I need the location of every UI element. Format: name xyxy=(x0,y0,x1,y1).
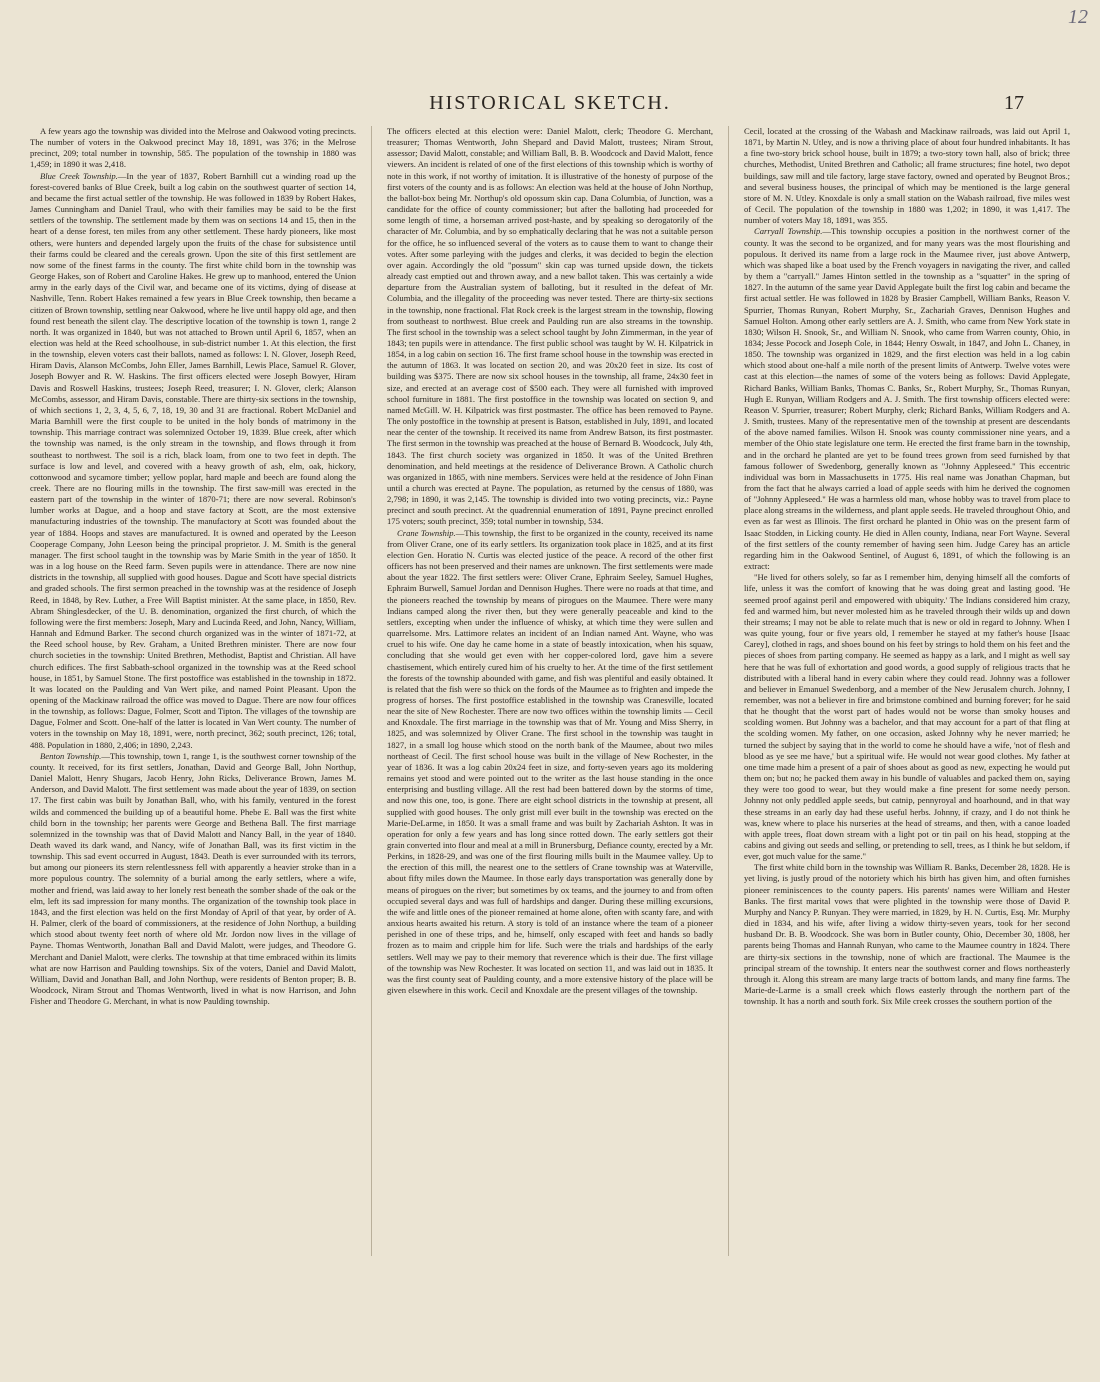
paragraph xyxy=(30,751,356,1008)
column-2 xyxy=(387,126,713,1256)
column-divider xyxy=(728,126,729,1256)
column-3 xyxy=(744,126,1070,1256)
paragraph-text: "He lived for others solely, so far as I remember him, denying himself all the comforts of life, unless it was the comfort of knowing that he was doing great and lasting good. 'He seemed proof against peril and empowered with ubiquity.' The Indians considered him crazy, fed and warmed him, but never molested him as he traveled through their wilds up and down their streams; I may not be able to relate much that is new or old in regard to Johnny. When I was quite young, four or five years old, I remember he stayed at my father's house [Isaac Carey], clothed in rags, and shoes bound on his feet by strings to hold them on his feet and the pieces of shoes from parting company. He seemed as happy as a lark, and I might as well say here that he was full of exhortation and good words, a good supply of religious tracts that he distributed with a liberal hand in every cabin where they could read. Johnny was a follower and believer in Emanuel Swedenborg, and a member of the New Jerusalem church. Johnny, I remember, was not a believer in fire and brimstone combined and burning forever; for he said that he thought that the worst part of hades would not be worse than smoky houses and scolding women. But Johnny was a bachelor, and that may account for a part of that fling at the scolding women. My father, on one occasion, asked Johnny why he never married; he turned the subject by saying that in the world to come he should have a wife, 'not of flesh and blood as ye see me have,' but a spiritual wife. He would not wear good clothes. My father at one time made him a present of a pair of shoes about as good as new, expecting he would put them on; but no; he packed them away in his bundle of valuables and packed them on, saying they were too good to wear, but they would make a fine present for some needy person. Johnny not only peddled apple seeds, but catnip, pennyroyal and hoarhound, and in that way these streams in an early day had these useful herbs. Johnny, if crazy, and I do not think he was, knew where to place his nurseries at the head of streams, and then, with a canoe loaded with apple trees, float down stream with a light pot or tin pail on his head, stopping at the cabins and giving out seeds and selling, or pretending to sell, trees, as I think he but seldom, if ever, got much value for the same." xyxy=(744,572,1070,862)
paragraph xyxy=(387,126,713,528)
section-heading: Carryall Township. xyxy=(754,226,823,237)
paragraph-text: —This township, town 1, range 1, is the southwest corner township of the county. It received, for its first settlers, Jonathan, David and George Ball, John Northup, Daniel Malott, Henry Shugars, Jacob Henry, John Ricks, Deliverance Brown, James M. Anderson, and David Malott. The first settlement was made about the year of 1839, on section 17. The first cabin was built by Jonathan Ball, who, with his family, ventured in the forest wilds and commenced the building up of a beautiful home. Phebe E. Ball was the first white child born in the township; her parents were George and Bethena Ball. The first marriage solemnized in the township was that of David Malott and Nancy Ball, in the year of 1840. Death waved its dark wand, and Nancy, wife of Jonathan Ball, was its first victim in the township. This sad event occurred in August, 1843. Death is ever surrounded with its terrors, but among our pioneers its stern relentlessness fell with apparently a heavier stroke than in a more populous country. The solemnity of a burial among the early settlers, where a wife, mother and friend, was laid away to her lonely rest beneath the somber shade of the oak or the elm, left its sad impression for many months. The organization of the township took place in 1843, and the first election was held on the first Monday of April of that year, by order of A. H. Palmer, clerk of the board of commissioners, at the residence of John Northup, a building which stood about twenty feet north of where old Mr. Jordon now lives in the village of Payne. Thomas Wentworth, Jonathan Ball and David Malott, were judges, and Theodore G. Merchant and Daniel Malott, were clerks. The township at that time embraced within its limits what are now Harrison and Paulding townships. Six of the voters, Daniel and David Malott, William, David and Jonathan Ball, and John Northup, were residents of Benton proper; B. B. Woodcock, Niram Strout and Thomas Wentworth, lived in what is now Harrison, and John Fisher and Theodore G. Merchant, in what is now Paulding township. xyxy=(30,750,356,1007)
paragraph xyxy=(30,171,356,751)
paragraph xyxy=(744,126,1070,226)
column-1 xyxy=(30,126,356,1256)
paragraph xyxy=(744,226,1070,572)
paragraph-text: A few years ago the township was divided into the Melrose and Oakwood voting precincts. The number of voters in the Oakwood precinct May 18, 1891, was 376; in the Melrose precinct, 209; total number in township, 585. The population of the township in 1880 was 1,459; in 1890 it was 2,418. xyxy=(30,126,356,170)
paragraph xyxy=(387,528,713,997)
text-columns xyxy=(30,126,1070,1256)
section-heading: Benton Township. xyxy=(40,750,102,761)
page-header xyxy=(0,92,1100,124)
paragraph xyxy=(744,572,1070,862)
paragraph-text: The first white child born in the township was William R. Banks, December 28, 1828. He is yet living, is justly proud of the notoriety which his birth has given him, and often furnishes pioneer reminiscences to the county papers. His parents' names were William and Hester Banks. The first marital vows that were plighted in the township were those of David P. Murphy and Nancy P. Runyan. They were married, in 1829, by H. N. Curtis, Esq. Mr. Murphy died in 1834, and his wife, after living a widow thirty-seven years, took for her second husband Dr. B. B. Woodcock. She was born in Butler county, Ohio, December 30, 1808, her parents being Thomas and Hannah Runyan, who came to the Maumee country in 1824. There are thirty-six sections in the township, none of which are fractional. The Maumee is the principal stream of the township. It enters near the southwest corner and flows northeasterly through it. Along this stream are many large tracts of bottom lands, and many fine farms. The Marie-de-Larme is a small creek which flows easterly through the northern part of the township. It has a north and south fork. Six Mile creek crosses the southern portion of the xyxy=(744,862,1070,1007)
paragraph-text: The officers elected at this election were: Daniel Malott, clerk; Theodore G. Merchant, treasurer; Thomas Wentworth, John Shepard and David Malott, trustees; Niram Strout, assessor; David Malott, constable; and William Ball, B. B. Woodcock and David Malott, fence viewers. An incident is related of one of the first elections of this township which is worthy of note in this work, if not worthy of imitation. It is illustrative of the honesty of purpose of the first voters of the county and is as follows: An election was held at the house of John Northup, the ballot-box being Mr. Northup's old opossum skin cap. Dana Columbia, of Junction, was a candidate for the office of county commissioner; but after the balloting had proceeded for some length of time, a horseman arrived post-haste, and by speaking so derogatorily of the character of Mr. Columbia, and by so emphatically declaring that he was not a suitable person for the office, he so influenced several of the voters as to cause them to want to change their votes. After some parleying with the judges and clerks, it was decided to begin the election over again. Accordingly the old "possum" skin cap was turned upside down, the tickets already cast emptied out and thrown away, and a new ballot taken. This was certainly a wide departure from the Australian system of balloting, but it resulted in the defeat of Mr. Columbia, and the illegality of the proceeding was never tested. There are thirty-six sections in the township, none fractional. Flat Rock creek is the largest stream in the township, flowing from southeast to northwest. Blue creek and Paulding run are also streams in the township. The first school in the township was a select school taught by John Zimmerman, in the year of 1843; ten pupils were in attendance. The first public school was taught by W. H. Kilpatrick in 1854, in a log cabin on section 16. The first frame school house in the township was erected in the autumn of 1863. It was located on section 20, and was 20x20 feet in size. Its cost of building was $375. There are now six school houses in the township, all frame, 24x30 feet in size, and erected at an average cost of $500 each. They were all furnished with improved school furniture in 1881. The first postoffice in the township was located on section 9, and named McGill. W. H. Kilpatrick was first postmaster. The office has been removed to Payne. The only postoffice in the township at present is Batson, established in July, 1891, and located near the center of the township. It received its name from Andrew Batson, its first postmaster. The first sermon in the township was preached at the house of Bernard B. Woodcock, July 4th, 1843. The first church society was organized in 1850. It was of the United Brethren denomination, and held meetings at the residence of Deliverance Brown. A Catholic church was organized in 1865, with nine members. Services were held at the residence of John Finan until a church was erected at Payne. The population, as returned by the census of 1880, was 2,798; in 1890, it was 2,145. The township is divided into two voting precincts, viz.: Payne precinct and south precinct. At the quadrennial enumeration of 1891, Payne precinct enrolled 175 voters; south precinct, 359; total number in township, 534. xyxy=(387,126,713,527)
page-title: HISTORICAL SKETCH. xyxy=(429,92,671,114)
paragraph xyxy=(744,862,1070,1007)
handwritten-page-number: 12 xyxy=(1068,6,1088,28)
paragraph-text: Cecil, located at the crossing of the Wabash and Mackinaw railroads, was laid out April 1, 1871, by Martin N. Utley, and is now a thriving place of about four hundred inhabitants. It has a fine two-story brick school house, built in 1879; a two-story town hall, also of brick; three churches, Methodist, United Brethren and Catholic; all frame structures; fine hotel, two depot buildings, saw mill and tile factory, large stave factory, owned and operated by Beugnot Bros.; and several business houses, the principal of which may be mentioned is the large general store of M. N. Utley. Knoxdale is only a small station on the Wabash railroad, five miles west of Cecil. The population of the township in 1880 was 1,202; in 1890, it was 1,417. The number of voters May 18, 1891, was 355. xyxy=(744,126,1070,226)
section-heading: Crane Township. xyxy=(397,527,456,538)
paragraph-text: —This township occupies a position in the northwest corner of the county. It was the second to be organized, and for many years was the most flourishing and populous. It derived its name from a large rock in the Maumee river, just above Antwerp, which was shaped like a boat used by the French voyagers in navigating the river, and called by them a "carryall." James Hinton settled in the township as a "squatter" in the spring of 1827. In the autumn of the same year David Applegate built the first log cabin and became the first actual settler. He was followed in 1828 by Brasier Campbell, William Banks, Reason V. Spurrier, Thomas Runyan, Robert Murphy, Sr., Zachariah Graves, Dennison Hughes and Samuel Holton. Among other early settlers are A. J. Smith, who came from New York state in 1830; Wilson H. Snook, Sr., and William N. Snook, who came from Warren county, Ohio, in 1834; Jesse Pocock and Joseph Cole, in 1844; Henry Oswalt, in 1847, and John L. Chaney, in 1850. The township was organized in 1829, and the first election was held in a log cabin which stood about one-half a mile north of the present limits of Antwerp. Twelve votes were cast at this election—the names of some of the voters being as follows: David Applegate, Richard Banks, William Banks, Thomas C. Banks, Sr., Robert Murphy, Sr., Thomas Runyan, Hugh E. Runyan, William Rodgers and A. J. Smith. The first township officers elected were: Reason V. Spurrier, treasurer; Robert Murphy, clerk; Richard Banks, William Rodgers and A. J. Smith, trustees. Many of the representative men of the township at present are descendants of the above named families. Wilson H. Snook was county commissioner nine years, and a member of the Ohio state legislature one term. He erected the first frame barn in the township, and in the orchard he planted are yet to be found trees grown from seed furnished by that famous follower of Swedenborg, generally known as "Johnny Appleseed." This eccentric individual was born in Massachusetts in 1775. His real name was Jonathan Chapman, but from the fact that he always carried a load of apple seeds with him he derived the cognomen of "Johnny Appleseed." He was a harmless old man, whose hobby was to travel from place to place along streams in the wilderness, and plant apple seeds. He traveled throughout Ohio, and even as far west as Illinois. The first orchard he planted in Ohio was on the present farm of Isaac Stodden, in Licking county. He died in Allen county, Indiana, near Fort Wayne. Several of the first settlers of the county remember of having seen him. Judge Carey has an article regarding him in the Oakwood Sentinel, of August 6, 1891, of which the following is an extract: xyxy=(744,226,1070,572)
page-number: 17 xyxy=(1004,92,1024,114)
section-heading: Blue Creek Township. xyxy=(40,170,118,181)
paragraph xyxy=(30,126,356,171)
paragraph-text: —In the year of 1837, Robert Barnhill cut a winding road up the forest-covered banks of Blue Creek, built a log cabin on the southwest quarter of section 14, and became the first actual settler of the township. He was followed in 1839 by Robert Hakes, James Cunningham and Daniel Traul, who with their families may be said to be the first settlers of the township. The settlement made by them was on sections 14 and 15, then in the heart of a dense forest, ten miles from any other settlement. These hardy pioneers, like most others, were hunters and depended largely upon the fruits of the chase for subsistence until their farms could be cleared and the cereals grown. Upon the site of this first settlement are now some of the finest farms in the county. The first white child born in the township was George Hakes, son of Robert and Caroline Hakes. He grew up to manhood, entered the Union army in the early days of the Civil war, and became one of its victims, dying of disease at Nashville, Tenn. Robert Hakes remained a few years in Blue Creek township, then became a citizen of Brown township, settling near Oakwood, where he live until happy old age, and then found rest beneath the silent clay. The descriptive location of the township is town 1, range 2 north. It was organized in 1840, but was not attached to Brown until April 6, 1857, when an election was held at the Reed schoolhouse, in sub-district number 1. At this election, the first in the township, eleven voters cast their ballots, named as follows: I. N. Glover, Joseph Reed, Hiram Davis, Alanson McCombs, John Eller, James Barnhill, Lewis Place, Samuel R. Glover, Joseph Bowyer and R. W. Haskins. The first officers elected were Joseph Bowyer, Hiram Davis and Roswell Haskins, trustees; Joseph Reed, treasurer; I. N. Glover, clerk; Alanson McCombs, assessor, and Hiram Davis, constable. There are thirty-six sections in the township, of which sections 1, 2, 3, 4, 5, 6, 7, 18, 19, 30 and 31 are fractional. Robert McDaniel and Maria Barnhill were the first couple to be united in the holy bonds of matrimony in the township. This marriage contract was solemnized October 19, 1839. Blue creek, after which the township was named, is the only stream in the township, and flows through it from southeast to northwest. The soil is a rich, black loam, from one to two feet in depth. The surface is low and level, and covered with a heavy growth of ash, elm, oak, hickory, cottonwood and sycamore timber; yellow poplar, hard maple and beech are found along the creek. There are no flouring mills in the township. The first saw-mill was erected in the eastern part of the township in the winter of 1870-71; there are now several. Robinson's lumber works at Dague, and a hoop and stave factory at Scott, are the most extensive manufacturing industries of the township. The manufactory at Scott was founded about the year of 1884. Hoops and staves are manufactured. It is owned and operated by the Leeson Cooperage Company, John Leeson being the principal proprietor. J. M. Smith is the general manager. The first school taught in the township was by Marie Smith in the year of 1850. It was in a log house on the Reed farm. Seven pupils were in attendance. There are now nine districts in the township, all supplied with good houses. Dague and Scott have special districts and graded schools. The first sermon preached in the township was at the residence of Joseph Reed, in 1848, by Rev. Luther, a Free Will Baptist minister. At the same place, in 1850, Rev. Abram Shinglesdecker, of the U. B. denomination, organized the first church, of which the following were the first members: Joseph, Mary and Lucinda Reed, and John, Nancy, William, Hannah and Edmund Barker. The second church organized was in the winter of 1871-72, at the Reed school house, by Rev. Graham, a United Brethren minister. There are now four church societies in the township: United Brethren, Methodist, Baptist and Christian. All have church edifices. The first Sabbath-school organized in the township was at the Reed school house, in 1851, by Samuel Stone. The first postoffice was established in the township in 1872. It was located on the Paulding and Van Wert pike, and named Point Pleasant. Upon the opening of the Mackinaw railroad the office was moved to Dague. There are now four offices in the township, as follows: Dague, Folmer, Scott and Tipton. The villages of the township are Dague, Folmer and Scott. One-half of the latter is located in Van Wert county. The number of voters in the township on May 18, 1891, were, north precinct, 362; south precinct, 126; total, 488. Population in 1880, 2,406; in 1890, 2,243. xyxy=(30,170,356,750)
column-divider xyxy=(371,126,372,1256)
paragraph-text: —This township, the first to be organized in the county, received its name from Oliver Crane, one of its early settlers. Its organization took place in 1825, and at its first election Gen. Horatio N. Curtis was elected justice of the peace. A record of the other first officers has not been preserved and their names are unknown. The first settlements were made about the year 1822. The first settlers were: Oliver Crane, Ephraim Seeley, Samuel Hughes, Ephraim Burwell, Samuel Jordan and Dennison Hughes. There were no roads at that time, and the pioneers reached the township by means of pirogues on the Maumee. There were many Indians camped along the river then, but they were generally peaceable and kind to the settlers, excepting when under the influence of whisky, at which time they were sullen and quarrelsome. Mrs. Lattimore relates an incident of an Indian named Ant. Wayne, who was cruel to his wife. One day he came home in a state of beastly intoxication, when his squaw, concluding that she would get even with her copper-colored lord, gave him a severe chastisement, which entirely cured him of his cruelty to her. At the time of the first settlement the forests of the township abounded with game, and fish was plentiful and easily obtained. It is related that the fish were so thick on the fords of the Maumee as to frighten and impede the progress of horses. The first postoffice established in the township was Cranesville, located near the site of New Rochester. There are now two offices within the township limits — Cecil and Knoxdale. The first marriage in the township was that of Mr. Young and Miss Sherry, in 1825, and was solemnized by Oliver Crane. The first school in the township was taught in 1827, in a small log house which stood on the north bank of the Maumee, about two miles northeast of Cecil. The first school house was built in the village of New Rochester, in the year of 1836. It was a log cabin 20x24 feet in size, and forty-seven years ago its moldering remains yet stood and were pointed out to the writer as the last house standing in the once enterprising and bustling village. All the rest had been battered down by the storms of time, and now this one, too, is gone. There are eight school districts in the township at present, all supplied with good houses. The only grist mill ever built in the township was erected on the Marie-DeLarme, in 1850. It was a small frame and was built by Zachariah Ashton. It was in operation for only a few years and has long since rotted down. The early settlers got their grain converted into flour and meal at a mill in Brunersburg, Defiance county, erected by a Mr. Perkins, in 1828-29, and was one of the first flouring mills built in the Maumee valley. Up to the erection of this mill, the nearest one to the settlers of Crane township was at Waterville, about fifty miles down the Maumee. In those early days transportation was generally done by means of pirogues on the river; but sometimes by ox teams, and the journey to and from often occupied several days and was full of hardships and danger. During these milling excursions, the wife and little ones of the pioneer remained at home alone, often with scanty fare, and with anxious hearts awaited his return. A story is told of an instance where the team of a pioneer perished in one of these trips, and he, himself, only escaped with feet and hands so badly frozen as to maim and cripple him for life. Such were the trials and hardships of the early settlers. Well may we pay to their memory that reverence which is their due. The first village of the township was New Rochester. It was located on section 11, and was laid out in 1835. It was the first county seat of Paulding county, and a more extensive history of the place will be given elsewhere in this work. Cecil and Knoxdale are the present villages of the township. xyxy=(387,527,713,996)
